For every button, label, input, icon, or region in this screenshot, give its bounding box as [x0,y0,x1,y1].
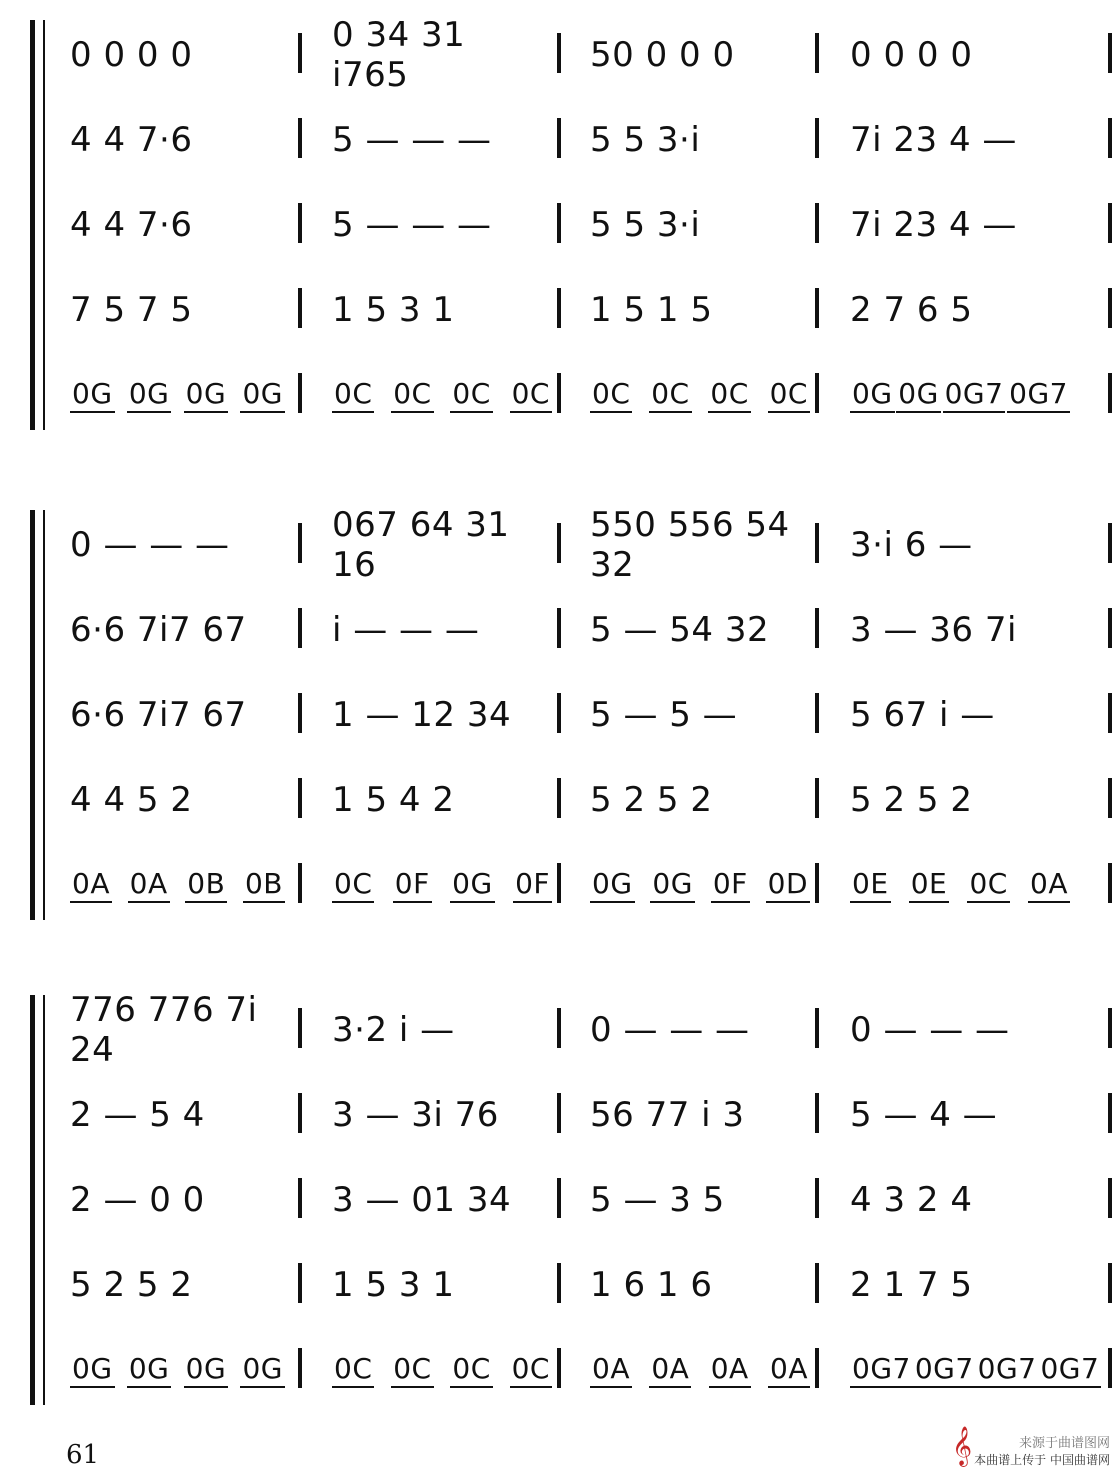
bar-line [815,373,819,413]
measure: 2 — 0 0 [70,1180,205,1220]
chord-symbol: 0G [184,1352,229,1388]
bar-line [815,1348,819,1388]
measure [70,1340,285,1400]
measure: 56 77 i 3 [590,1095,745,1135]
measure: 5 — 4 — [850,1095,998,1135]
bar-line [298,1178,302,1218]
bar-line [557,288,561,328]
voice-row [70,15,1100,95]
measure: 0 0 0 0 [70,35,193,75]
measure: 5 — — — [332,120,492,160]
measure: 4 4 5 2 [70,780,193,820]
chord-row [70,365,1100,425]
bar-line [298,523,302,563]
measure [70,855,285,915]
bar-line [557,1348,561,1388]
bar-line [298,118,302,158]
system-bracket-line [43,510,45,920]
measure [70,365,285,425]
bar-line [298,693,302,733]
chord-symbol: 0A [709,1352,751,1388]
system-bracket [30,995,35,1405]
chord-symbol: 0C [332,1352,374,1388]
measure: 5 — 3 5 [590,1180,725,1220]
chord-symbol: 0C [332,377,374,413]
bar-line [557,373,561,413]
chord-symbol: 0C [510,1352,552,1388]
chord-symbol: 0C [450,1352,492,1388]
chord-symbol: 0G [850,377,895,413]
voice-row [70,110,1100,170]
measure: i — — — [332,610,480,650]
measure: 7i 23 4 — [850,120,1017,160]
voice-row [70,990,1100,1070]
chord-symbol: 0B [243,867,285,903]
measure: 067 64 31 16 [332,505,510,585]
bar-line [557,863,561,903]
measure: 550 556 54 32 [590,505,790,585]
chord-symbol: 0C [768,377,810,413]
chord-symbol: 0C [590,377,632,413]
bar-line [815,1263,819,1303]
watermark [930,1432,1110,1468]
chord-symbol: 0G [590,867,635,903]
chord-symbol: 0E [850,867,891,903]
chord-symbol: 0C [391,1352,433,1388]
bar-line [298,863,302,903]
chord-symbol: 0C [450,377,492,413]
measure: 5 5 3·i [590,120,701,160]
measure: 1 — 12 34 [332,695,512,735]
bar-line-end [1108,203,1112,243]
chord-symbol: 0G [70,1352,115,1388]
voice-row [70,770,1100,830]
measure: 0 — — — [70,525,230,565]
measure: 3 — 01 34 [332,1180,512,1220]
watermark-top: 来源于曲谱图网 [1018,1436,1110,1451]
chord-symbol: 0A [128,867,170,903]
chord-symbol: 0G [127,1352,172,1388]
measure: 7 5 7 5 [70,290,193,330]
chord-symbol: 0G [240,1352,285,1388]
bar-line-end [1108,118,1112,158]
bar-line [298,608,302,648]
bar-line-end [1108,523,1112,563]
measure: 6·6 7i7 67 [70,610,247,650]
measure: 5 2 5 2 [850,780,973,820]
chord-symbol: 0G [127,377,172,413]
measure: 4 4 7·6 [70,120,193,160]
measure: 0 34 31 i765 [332,15,466,95]
measure [332,855,552,915]
bar-line-end [1108,1178,1112,1218]
chord-symbol: 0C [391,377,433,413]
chord-symbol: 0B [185,867,227,903]
score-system [30,505,1100,920]
bar-line [557,523,561,563]
voice-row [70,1085,1100,1145]
voice-row [70,685,1100,745]
chord-symbol: 0C [967,867,1009,903]
bar-line [557,608,561,648]
measure: 0 0 0 0 [850,35,973,75]
bar-line-end [1108,1008,1112,1048]
measure [850,855,1070,915]
measure: 3·2 i — [332,1010,455,1050]
chord-symbol: 0G7 [913,1352,976,1388]
voice-row [70,505,1100,585]
bar-line-end [1108,1093,1112,1133]
bar-line [298,33,302,73]
bar-line [815,118,819,158]
chord-symbol: 0A [70,867,112,903]
chord-symbol: 0F [393,867,432,903]
bar-line-end [1108,863,1112,903]
measure: 0 — — — [850,1010,1010,1050]
system-bracket [30,20,35,430]
measure: 3 — 36 7i [850,610,1017,650]
measure: 4 3 2 4 [850,1180,973,1220]
measure: 5 — 5 — [590,695,738,735]
system-bracket-line [43,20,45,430]
bar-line [557,693,561,733]
bar-line [557,1093,561,1133]
bar-line [815,288,819,328]
measure [850,365,1070,425]
chord-symbol: 0C [510,377,552,413]
voice-row [70,195,1100,255]
measure: 776 776 7i 24 [70,990,258,1070]
bar-line [298,288,302,328]
bar-line-end [1108,288,1112,328]
bar-line-end [1108,608,1112,648]
bar-line [557,203,561,243]
chord-symbol: 0G [184,377,229,413]
measure [590,1340,810,1400]
measure: 5 — — — [332,205,492,245]
voice-row [70,1255,1100,1315]
bar-line [815,693,819,733]
bar-line [815,1178,819,1218]
measure [332,1340,552,1400]
measure [590,365,810,425]
bar-line [557,778,561,818]
measure: 0 — — — [590,1010,750,1050]
measure: 2 1 7 5 [850,1265,973,1305]
chord-symbol: 0A [649,1352,691,1388]
chord-symbol: 0G7 [976,1352,1039,1388]
measure: 5 2 5 2 [590,780,713,820]
bar-line-end [1108,778,1112,818]
bar-line [298,1263,302,1303]
voice-row [70,600,1100,660]
chord-symbol: 0E [909,867,950,903]
chord-symbol: 0G [650,867,695,903]
bar-line [557,1178,561,1218]
measure: 5 67 i — [850,695,995,735]
bar-line [557,118,561,158]
bar-line-end [1108,33,1112,73]
bar-line [298,1008,302,1048]
chord-symbol: 0G [896,377,941,413]
voice-row [70,1170,1100,1230]
chord-symbol: 0G7 [943,377,1006,413]
bar-line [815,778,819,818]
measure: 1 6 1 6 [590,1265,713,1305]
measure: 1 5 1 5 [590,290,713,330]
chord-row [70,1340,1100,1400]
chord-symbol: 0G7 [1007,377,1070,413]
chord-symbol: 0G7 [1038,1352,1101,1388]
score-system [30,15,1100,430]
chord-symbol: 0C [708,377,750,413]
bar-line [298,1093,302,1133]
bar-line [298,778,302,818]
bar-line [557,1263,561,1303]
bar-line [557,1008,561,1048]
system-bracket [30,510,35,920]
measure: 5 2 5 2 [70,1265,193,1305]
treble-clef-icon: 𝄞 [952,1426,973,1466]
chord-symbol: 0A [768,1352,810,1388]
measure: 3 — 3i 76 [332,1095,499,1135]
bar-line-end [1108,373,1112,413]
voice-row [70,280,1100,340]
measure: 3·i 6 — [850,525,973,565]
chord-symbol: 0A [1028,867,1070,903]
bar-line [815,203,819,243]
measure: 4 4 7·6 [70,205,193,245]
measure: 50 0 0 0 [590,35,735,75]
chord-symbol: 0D [766,867,810,903]
measure: 1 5 3 1 [332,1265,455,1305]
bar-line-end [1108,1263,1112,1303]
bar-line [298,1348,302,1388]
watermark-bottom: 本曲谱上传于 中国曲谱网 [974,1453,1110,1467]
measure: 2 — 5 4 [70,1095,205,1135]
bar-line [298,203,302,243]
chord-symbol: 0G [240,377,285,413]
measure: 2 7 6 5 [850,290,973,330]
bar-line [815,523,819,563]
bar-line [815,608,819,648]
measure [590,855,810,915]
page-number: 61 [66,1440,100,1470]
measure: 1 5 3 1 [332,290,455,330]
system-bracket-line [43,995,45,1405]
measure: 5 5 3·i [590,205,701,245]
chord-symbol: 0G [70,377,115,413]
chord-symbol: 0A [590,1352,632,1388]
chord-symbol: 0C [649,377,691,413]
bar-line-end [1108,1348,1112,1388]
score-system [30,990,1100,1405]
measure: 6·6 7i7 67 [70,695,247,735]
chord-symbol: 0G [450,867,495,903]
measure: 1 5 4 2 [332,780,455,820]
bar-line-end [1108,693,1112,733]
bar-line [815,1008,819,1048]
measure: 5 — 54 32 [590,610,770,650]
measure [332,365,552,425]
bar-line [815,1093,819,1133]
chord-symbol: 0F [711,867,750,903]
chord-symbol: 0G7 [850,1352,913,1388]
chord-symbol: 0F [513,867,552,903]
bar-line [557,33,561,73]
measure [850,1340,1100,1400]
bar-line [298,373,302,413]
bar-line [815,33,819,73]
chord-row [70,855,1100,915]
measure: 7i 23 4 — [850,205,1017,245]
bar-line [815,863,819,903]
chord-symbol: 0C [332,867,374,903]
